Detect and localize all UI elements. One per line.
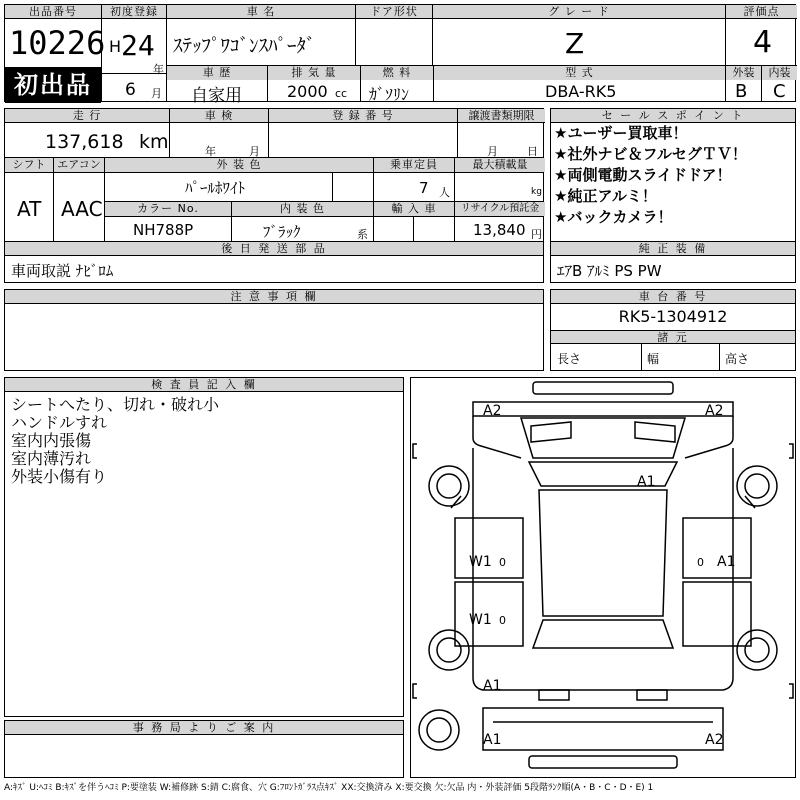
inspector-note-line: 室内内張傷 (11, 431, 92, 450)
interior-label: 内装 (762, 66, 797, 80)
standard-equipment-value: ｴｱB ｱﾙﾐ PS PW (557, 262, 662, 280)
history-label: 車 歴 (167, 66, 267, 80)
mark-zero: 0 (697, 556, 704, 569)
int-color-value: ﾌﾞﾗｯｸ (263, 223, 301, 241)
car-diagram (411, 378, 795, 777)
model-label: 型 式 (434, 66, 725, 80)
caution-title: 注 意 事 項 欄 (5, 290, 543, 304)
regno-label: 登 録 番 号 (269, 109, 457, 123)
inspector-notes-block (4, 377, 404, 717)
color-no-label: カラー No. (105, 202, 231, 216)
legend: A:ｷｽﾞ U:ﾍｺﾐ B:ｷｽﾞを伴うﾍｺﾐ P:要塗装 W:補修跡 S:錆 C:腐食、穴 G:ﾌﾛﾝﾄｶﾞﾗｽ点ｷｽﾞ XX:交換済み X:要交換 欠:欠品 内・外装評価 5段階ﾗﾝｸ順(A・B・C・D・E) 1 (4, 783, 654, 793)
length-label: 長さ (557, 352, 582, 366)
chassis-block (550, 289, 796, 371)
int-color-unit: 系 (357, 228, 368, 241)
header-block (4, 4, 796, 106)
caution-block (4, 289, 544, 371)
score-value: 4 (753, 25, 773, 60)
first-reg-year: 24 (121, 29, 155, 62)
standard-equipment-block (550, 241, 796, 283)
recycle-unit: 円 (531, 228, 542, 241)
inspector-note-line: 外装小傷有り (11, 467, 108, 486)
capacity-label: 乗車定員 (374, 158, 454, 172)
displacement-value: 2000 (287, 82, 328, 101)
lot-number-cell (5, 5, 106, 69)
int-color-label: 内 装 色 (232, 202, 373, 216)
inspection-year-unit: 年 (205, 145, 216, 158)
grade-value: Z (565, 27, 585, 60)
sales-point-item: ★ユーザー買取車！ (554, 124, 688, 142)
inspector-note-line: 室内薄汚れ (11, 449, 92, 468)
vehicle-info-block (4, 108, 544, 242)
lot-number: 10226 (9, 24, 106, 62)
width-label: 幅 (647, 352, 660, 366)
sales-point-item: ★両側電動スライドドア！ (554, 166, 732, 184)
first-listing-badge (5, 67, 101, 103)
exterior-label: 外装 (726, 66, 761, 80)
chassis-number: RK5-1304912 (618, 307, 728, 326)
mileage-label: 走 行 (5, 109, 169, 123)
ac-value: AAC (61, 197, 103, 221)
capacity-unit: 人 (439, 186, 450, 199)
inspection-label: 車 検 (170, 109, 268, 123)
color-no-value: NH788P (133, 221, 194, 239)
mark-rear-bumper-left: A1 (483, 732, 502, 748)
car-diagram-block (410, 377, 796, 778)
height-label: 高さ (725, 352, 750, 366)
transfer-month-unit: 月 (487, 145, 498, 158)
first-reg-month: 6 (125, 80, 136, 100)
history-value: 自家用 (191, 86, 242, 106)
maxload-unit: kg (531, 187, 542, 197)
mileage-unit: km (139, 131, 169, 153)
transfer-label: 譲渡書類期限 (458, 109, 545, 123)
later-parts-title: 後 日 発 送 部 品 (5, 242, 543, 256)
sales-point-item: ★純正アルミ！ (554, 187, 657, 205)
chassis-title: 車 台 番 号 (551, 290, 795, 304)
mark-roof: A1 (637, 474, 656, 490)
car-name-label: 車 名 (167, 5, 355, 19)
specs-title: 諸 元 (551, 330, 795, 344)
inspector-note-line: ハンドルすれ (11, 413, 108, 432)
recycle-value: 13,840 (473, 221, 526, 239)
mark-left-front-door: W1 (469, 554, 492, 570)
transfer-day-unit: 日 (527, 145, 538, 158)
first-reg-era: H (109, 37, 122, 56)
first-reg-label: 初度登録 (102, 5, 166, 19)
sales-point-item: ★社外ナビ＆フルセグＴＶ！ (554, 145, 747, 163)
capacity-value: 7 (419, 179, 429, 197)
recycle-label: リサイクル預託金 (455, 202, 545, 216)
later-parts-block (4, 241, 544, 283)
inspection-month-unit: 月 (249, 145, 260, 158)
shift-value: AT (17, 197, 42, 221)
lot-number-label: 出品番号 (5, 5, 101, 19)
first-listing-label: 初出品 (14, 71, 92, 99)
office-notice-block (4, 720, 404, 778)
sales-points-title: セ ー ル ス ポ イ ン ト (551, 109, 795, 123)
mark-right-front-door: A1 (717, 554, 736, 570)
sales-point-item: ★バックカメラ！ (554, 208, 673, 226)
mark-zero: 0 (499, 614, 506, 627)
mark-rear-left: A1 (483, 678, 502, 694)
ext-color-value: ﾊﾟｰﾙﾎﾜｲﾄ (185, 179, 246, 197)
office-notice-title: 事 務 局 よ り ご 案 内 (5, 721, 403, 735)
sales-points-block (550, 108, 796, 242)
door-label: ドア形状 (356, 5, 432, 19)
displacement-unit: cc (335, 87, 348, 100)
first-reg-year-unit: 年 (153, 63, 164, 76)
first-reg-month-unit: 月 (151, 87, 162, 100)
inspector-notes-title: 検 査 員 記 入 欄 (5, 378, 403, 392)
mark-front-left: A2 (483, 403, 502, 419)
mark-zero: 0 (499, 556, 506, 569)
exterior-value: B (735, 81, 748, 102)
import-label: 輸 入 車 (374, 202, 454, 216)
mark-front-right: A2 (705, 403, 724, 419)
mileage-value: 137,618 (45, 131, 124, 153)
fuel-value: ｶﾞｿﾘﾝ (369, 85, 410, 104)
shift-label: シフト (5, 158, 53, 172)
grade-label: グ レ ー ド (433, 5, 725, 19)
ac-label: エアコン (54, 158, 104, 172)
model-value: DBA-RK5 (545, 82, 617, 101)
mark-left-rear-door: W1 (469, 612, 492, 628)
standard-equipment-title: 純 正 装 備 (551, 242, 795, 256)
mark-rear-bumper-right: A2 (705, 732, 724, 748)
fuel-label: 燃 料 (361, 66, 433, 80)
later-parts-value: 車両取説 ﾅﾋﾞﾛﾑ (11, 262, 114, 280)
score-label: 評価点 (726, 5, 797, 19)
inspector-note-line: シートへたり、切れ・破れ小 (11, 395, 220, 414)
car-name: ｽﾃｯﾌﾟﾜｺﾞﾝｽﾊﾟｰﾀﾞ (173, 35, 316, 57)
displacement-label: 排 気 量 (268, 66, 360, 80)
maxload-label: 最大積載量 (455, 158, 545, 172)
ext-color-label: 外 装 色 (105, 158, 373, 172)
interior-value: C (773, 81, 786, 102)
